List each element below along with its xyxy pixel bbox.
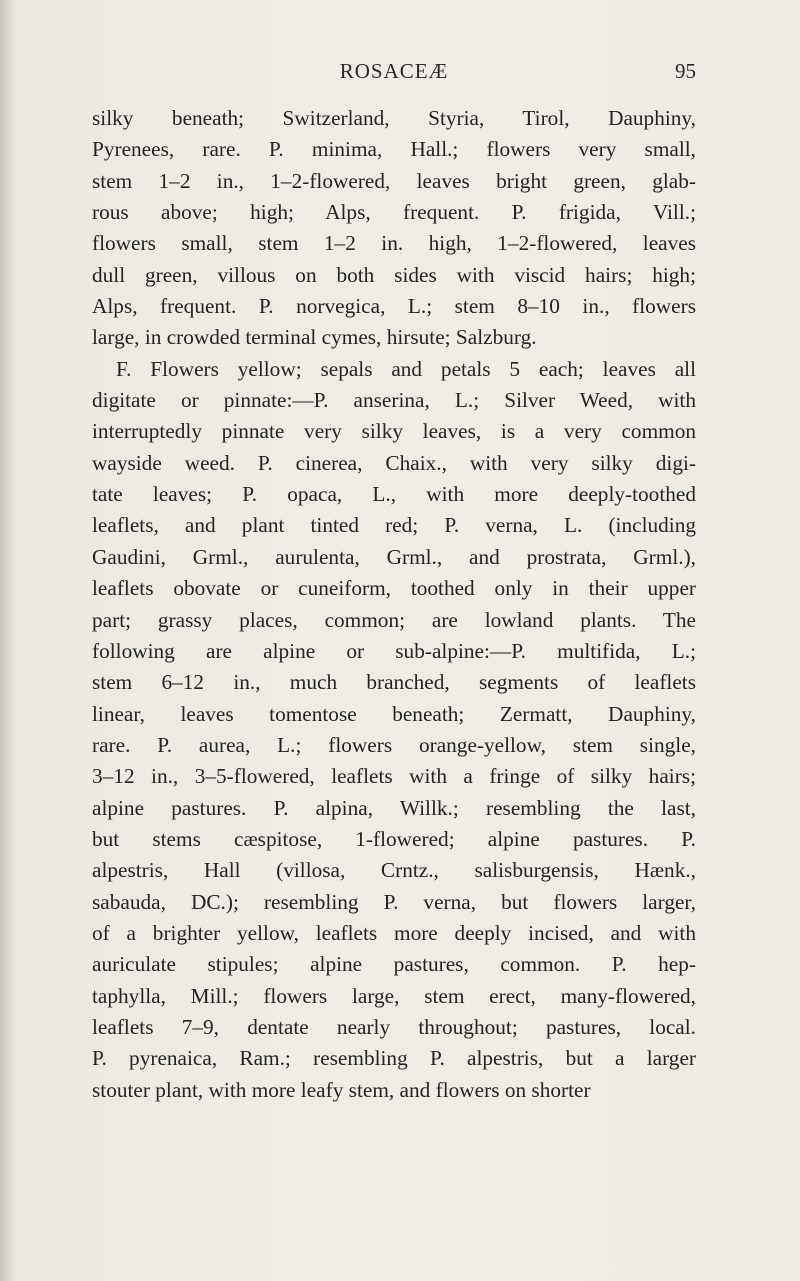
text-line: Gaudini, Grml., aurulenta, Grml., and prostrata, Grml.),	[92, 544, 696, 569]
body-text	[92, 103, 696, 1106]
page-number: 95	[675, 59, 696, 83]
text-line: rous above; high; Alps, frequent. P. frigida, Vill.;	[92, 200, 696, 225]
text-line: part; grassy places, common; are lowland plants. The	[92, 607, 696, 632]
text-line: wayside weed. P. cinerea, Chaix., with very silky digi-	[92, 450, 696, 475]
text-line: alpestris, Hall (villosa, Crntz., salisburgensis, Hænk.,	[92, 858, 696, 883]
text-line: sabauda, DC.); resembling P. verna, but flowers larger,	[92, 889, 696, 914]
text-line: following are alpine or sub-alpine:—P. multifida, L.;	[92, 638, 696, 663]
text-line: linear, leaves tomentose beneath; Zermatt, Dauphiny,	[92, 701, 696, 726]
text-line: leaflets 7–9, dentate nearly throughout; pastures, local.	[92, 1014, 696, 1039]
running-title: ROSACEÆ	[339, 59, 449, 83]
text-line: but stems cæspitose, 1-flowered; alpine pastures. P.	[92, 826, 696, 851]
text-line: interruptedly pinnate very silky leaves, is a very common	[92, 419, 696, 444]
text-line: P. pyrenaica, Ram.; resembling P. alpestris, but a larger	[92, 1046, 696, 1071]
text-line: leaflets, and plant tinted red; P. verna, L. (including	[92, 513, 696, 538]
text-line: auriculate stipules; alpine pastures, common. P. hep-	[92, 952, 696, 977]
text-line: stem 1–2 in., 1–2-flowered, leaves bright green, glab-	[92, 168, 696, 193]
text-line: stouter plant, with more leafy stem, and flowers on shorter	[92, 1077, 591, 1102]
text-line: flowers small, stem 1–2 in. high, 1–2-flowered, leaves	[92, 231, 696, 256]
text-line: digitate or pinnate:—P. anserina, L.; Silver Weed, with	[92, 388, 696, 413]
gutter-shadow	[0, 0, 16, 1281]
text-line: leaflets obovate or cuneiform, toothed only in their upper	[92, 576, 696, 601]
text-line: tate leaves; P. opaca, L., with more deeply-toothed	[92, 482, 696, 507]
page-header	[92, 55, 696, 85]
text-line: alpine pastures. P. alpina, Willk.; resembling the last,	[92, 795, 696, 820]
text-line: Alps, frequent. P. norvegica, L.; stem 8–10 in., flowers	[92, 294, 696, 319]
text-line: of a brighter yellow, leaflets more deeply incised, and with	[92, 920, 696, 945]
text-line: large, in crowded terminal cymes, hirsute; Salzburg.	[92, 325, 537, 350]
text-line: 3–12 in., 3–5-flowered, leaflets with a fringe of silky hairs;	[92, 764, 696, 789]
text-line: Pyrenees, rare. P. minima, Hall.; flowers very small,	[92, 137, 696, 162]
text-line: taphylla, Mill.; flowers large, stem erect, many-flowered,	[92, 983, 696, 1008]
text-line: F. Flowers yellow; sepals and petals 5 each; leaves all	[116, 356, 696, 381]
text-line: rare. P. aurea, L.; flowers orange-yellow, stem single,	[92, 732, 696, 757]
text-line: dull green, villous on both sides with viscid hairs; high;	[92, 262, 696, 287]
text-line: stem 6–12 in., much branched, segments of leaflets	[92, 670, 696, 695]
text-line: silky beneath; Switzerland, Styria, Tirol, Dauphiny,	[92, 106, 696, 130]
